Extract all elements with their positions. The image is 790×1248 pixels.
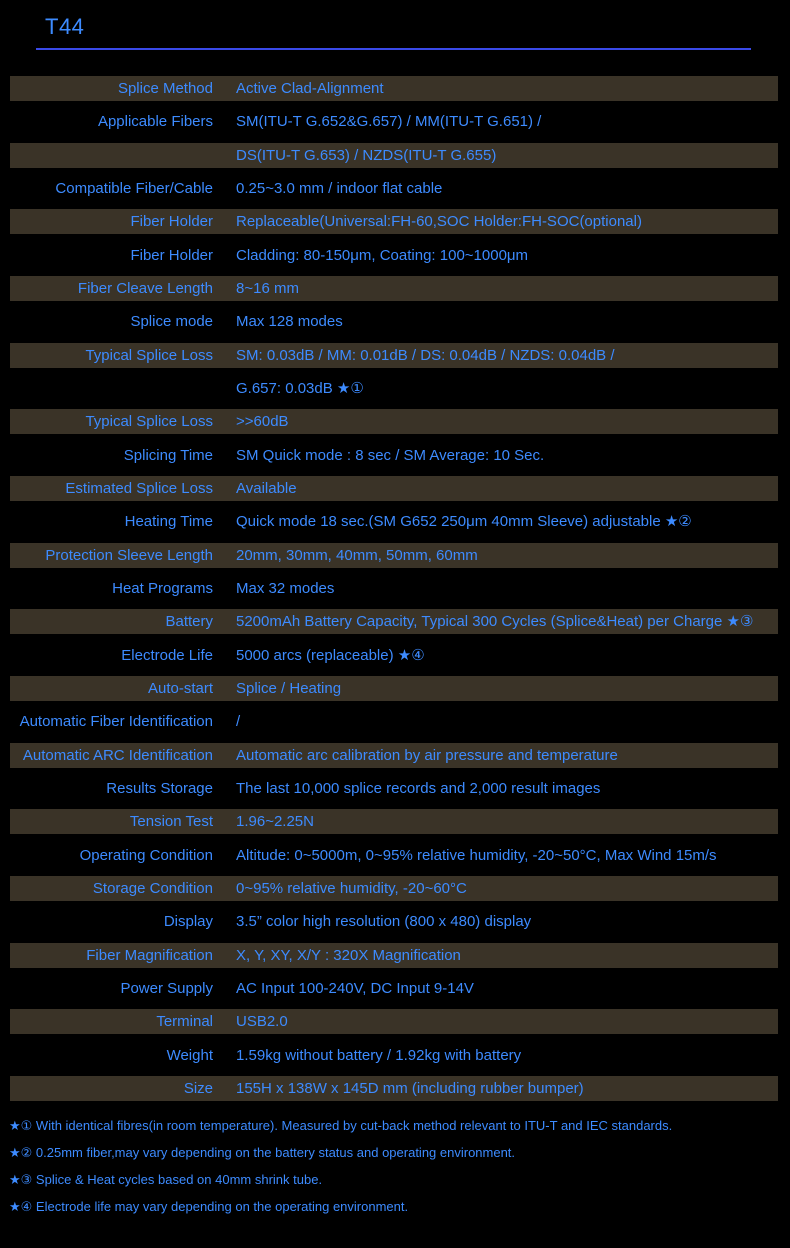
spec-row-power-supply xyxy=(10,976,778,1001)
spec-row-heat-programs xyxy=(10,576,778,601)
spec-value: Cladding: 80-150μm, Coating: 100~1000μm xyxy=(236,246,529,264)
spec-label: Typical Splice Loss xyxy=(85,413,213,431)
spec-label: Weight xyxy=(166,1046,213,1064)
spec-row-heating-time xyxy=(10,509,778,534)
spec-label: Estimated Splice Loss xyxy=(65,479,213,497)
spec-row-auto-start xyxy=(10,676,778,701)
spec-label: Heating Time xyxy=(124,513,213,531)
spec-row-estimated-splice-loss xyxy=(10,476,778,501)
spec-row-size xyxy=(10,1076,778,1101)
spec-row-weight xyxy=(10,1043,778,1068)
page-header xyxy=(36,0,751,50)
footnote: ★④ Electrode life may vary depending on the operating environment. xyxy=(9,1199,409,1214)
spec-row-fiber-holder-2 xyxy=(10,243,778,268)
spec-value: Active Clad-Alignment xyxy=(236,80,384,97)
spec-row-terminal xyxy=(10,1009,778,1034)
spec-label: Compatible Fiber/Cable xyxy=(55,179,213,197)
spec-value: Max 32 modes xyxy=(236,579,335,597)
spec-value: X, Y, XY, X/Y : 320X Magnification xyxy=(236,946,461,964)
spec-label: Typical Splice Loss xyxy=(85,346,213,364)
spec-value: 0~95% relative humidity, -20~60°C xyxy=(236,879,467,897)
footnote: ★③ Splice & Heat cycles based on 40mm shrink tube. xyxy=(9,1172,323,1187)
spec-label: Display xyxy=(163,913,213,931)
spec-label: Applicable Fibers xyxy=(97,113,213,131)
spec-label: Terminal xyxy=(156,1013,213,1031)
spec-label: Electrode Life xyxy=(121,646,213,664)
spec-label: Tension Test xyxy=(129,813,213,831)
spec-value: DS(ITU-T G.653) / NZDS(ITU-T G.655) xyxy=(236,146,497,164)
spec-value: 8~16 mm xyxy=(236,279,299,297)
spec-value: AC Input 100-240V, DC Input 9-14V xyxy=(236,979,474,997)
spec-table xyxy=(10,76,778,1109)
spec-row-electrode-life xyxy=(10,643,778,668)
spec-value: USB2.0 xyxy=(236,1013,288,1031)
spec-value: / xyxy=(236,713,241,731)
spec-row-auto-fiber-id xyxy=(10,709,778,734)
spec-row-splicing-time xyxy=(10,443,778,468)
spec-label: Results Storage xyxy=(106,779,213,797)
spec-label: Splice Method xyxy=(117,80,213,97)
spec-label: Battery xyxy=(165,613,213,631)
page-title: T44 xyxy=(45,14,85,39)
spec-value: Max 128 modes xyxy=(236,313,343,331)
spec-label: Splicing Time xyxy=(123,446,213,464)
spec-value: SM: 0.03dB / MM: 0.01dB / DS: 0.04dB / NZDS: 0.04dB / xyxy=(236,346,615,364)
spec-value: Available xyxy=(236,479,297,497)
spec-row-auto-arc-id xyxy=(10,743,778,768)
spec-value: 3.5” color high resolution (800 x 480) display xyxy=(236,913,532,931)
spec-value: Replaceable(Universal:FH-60,SOC Holder:FH-SOC(optional) xyxy=(236,213,642,231)
spec-label: Fiber Holder xyxy=(130,246,213,264)
spec-value: Splice / Heating xyxy=(236,679,342,697)
spec-label: Fiber Magnification xyxy=(86,946,213,964)
spec-row-sleeve-length xyxy=(10,543,778,568)
spec-row-splice-method xyxy=(10,76,778,101)
footnote: ★② 0.25mm fiber,may vary depending on the battery status and operating environment. xyxy=(9,1145,516,1160)
spec-value: The last 10,000 splice records and 2,000 result images xyxy=(236,779,601,797)
spec-label: Power Supply xyxy=(120,979,213,997)
spec-value: 0.25~3.0 mm / indoor flat cable xyxy=(236,179,443,197)
spec-value: 155H x 138W x 145D mm (including rubber bumper) xyxy=(236,1079,584,1097)
spec-row-storage-condition xyxy=(10,876,778,901)
spec-row-operating-condition xyxy=(10,843,778,868)
spec-label: Operating Condition xyxy=(79,846,213,864)
spec-value: 5200mAh Battery Capacity, Typical 300 Cycles (Splice&Heat) per Charge ★③ xyxy=(236,613,754,631)
spec-value: 20mm, 30mm, 40mm, 50mm, 60mm xyxy=(236,546,478,564)
spec-value: >>60dB xyxy=(236,413,289,431)
footnote: ★① With identical fibres(in room temperature). Measured by cut-back method relevant to ITU-T and IEC standards. xyxy=(9,1118,673,1133)
spec-row-results-storage xyxy=(10,776,778,801)
spec-label: Heat Programs xyxy=(112,579,213,597)
spec-row-compatible-fiber xyxy=(10,176,778,201)
spec-label: Automatic Fiber Identification xyxy=(19,713,213,731)
spec-label: Splice mode xyxy=(130,313,213,331)
spec-row-applicable-fibers xyxy=(10,109,778,134)
spec-label: Auto-start xyxy=(147,679,213,697)
spec-value: Altitude: 0~5000m, 0~95% relative humidity, -20~50°C, Max Wind 15m/s xyxy=(236,846,717,864)
spec-label: Fiber Cleave Length xyxy=(77,279,213,297)
spec-value: G.657: 0.03dB ★① xyxy=(236,379,364,397)
spec-row-tension-test xyxy=(10,809,778,834)
spec-value: 1.59kg without battery / 1.92kg with battery xyxy=(236,1046,522,1064)
spec-row-display xyxy=(10,909,778,934)
spec-row-typical-splice-loss-2 xyxy=(10,409,778,434)
spec-value: SM(ITU-T G.652&G.657) / MM(ITU-T G.651) / xyxy=(236,113,542,131)
spec-label: Storage Condition xyxy=(92,879,213,897)
spec-value: SM Quick mode : 8 sec / SM Average: 10 Sec. xyxy=(236,446,545,464)
spec-row-typical-splice-loss-cont xyxy=(10,376,778,401)
spec-value: 5000 arcs (replaceable) ★④ xyxy=(236,646,425,664)
spec-row-fiber-holder xyxy=(10,209,778,234)
spec-row-typical-splice-loss xyxy=(10,343,778,368)
spec-row-cleave-length xyxy=(10,276,778,301)
spec-value: Quick mode 18 sec.(SM G652 250μm 40mm Sleeve) adjustable ★② xyxy=(236,513,692,531)
spec-label: Protection Sleeve Length xyxy=(45,546,213,564)
spec-row-fiber-magnification xyxy=(10,943,778,968)
spec-row-battery xyxy=(10,609,778,634)
footnotes xyxy=(9,1116,784,1224)
spec-label: Automatic ARC Identification xyxy=(22,746,213,764)
spec-row-applicable-fibers-cont xyxy=(10,143,778,168)
spec-value: Automatic arc calibration by air pressure and temperature xyxy=(236,746,618,764)
spec-value: 1.96~2.25N xyxy=(236,813,314,831)
spec-row-splice-mode xyxy=(10,309,778,334)
spec-label: Fiber Holder xyxy=(130,213,213,231)
spec-label: Size xyxy=(183,1079,213,1097)
